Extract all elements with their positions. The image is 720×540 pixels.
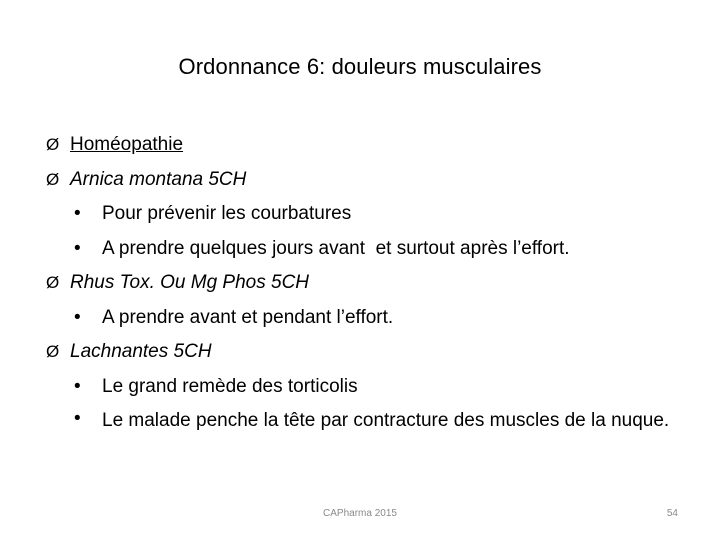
sub-bullet-torticolis <box>46 370 686 405</box>
dot-bullet-icon: • <box>74 375 81 397</box>
bullet-text: Lachnantes 5CH <box>70 341 212 362</box>
bullet-homeopathie <box>46 128 686 163</box>
sub-bullet-text: A prendre quelques jours avant et surtout après l’effort. <box>102 237 570 259</box>
sub-bullet-avant-pendant <box>46 301 686 336</box>
dot-bullet-icon: • <box>74 408 81 429</box>
sub-bullet-avant-apres <box>46 232 686 267</box>
sub-bullet-text: Le malade penche la tête par contracture des muscles de la nuque. <box>102 410 670 431</box>
slide-title: Ordonnance 6: douleurs musculaires <box>178 54 542 79</box>
sub-bullet-text: Le grand remède des torticolis <box>102 375 358 397</box>
bullet-text: Rhus Tox. Ou Mg Phos 5CH <box>70 272 310 293</box>
sub-bullet-nuque <box>46 404 686 437</box>
dot-bullet-icon: • <box>74 203 81 224</box>
arrow-bullet-icon: Ø <box>46 169 60 189</box>
dot-bullet-icon: • <box>74 306 81 328</box>
page-number: 54 <box>666 508 678 519</box>
slide-content <box>46 128 686 437</box>
bullet-lachnantes <box>46 335 686 370</box>
dot-bullet-icon: • <box>74 237 81 259</box>
arrow-bullet-icon: Ø <box>46 342 60 361</box>
sub-bullet-text: Pour prévenir les courbatures <box>102 203 352 224</box>
sub-bullet-courbatures <box>46 197 686 232</box>
sub-bullet-text: A prendre avant et pendant l’effort. <box>102 306 394 328</box>
bullet-arnica <box>46 163 686 198</box>
bullet-rhus-tox <box>46 266 686 301</box>
arrow-bullet-icon: Ø <box>46 273 60 292</box>
arrow-bullet-icon: Ø <box>46 135 60 154</box>
bullet-text: Arnica montana 5CH <box>70 168 247 190</box>
bullet-text: Homéopathie <box>70 134 184 155</box>
footer-source: CAPharma 2015 <box>323 508 397 519</box>
